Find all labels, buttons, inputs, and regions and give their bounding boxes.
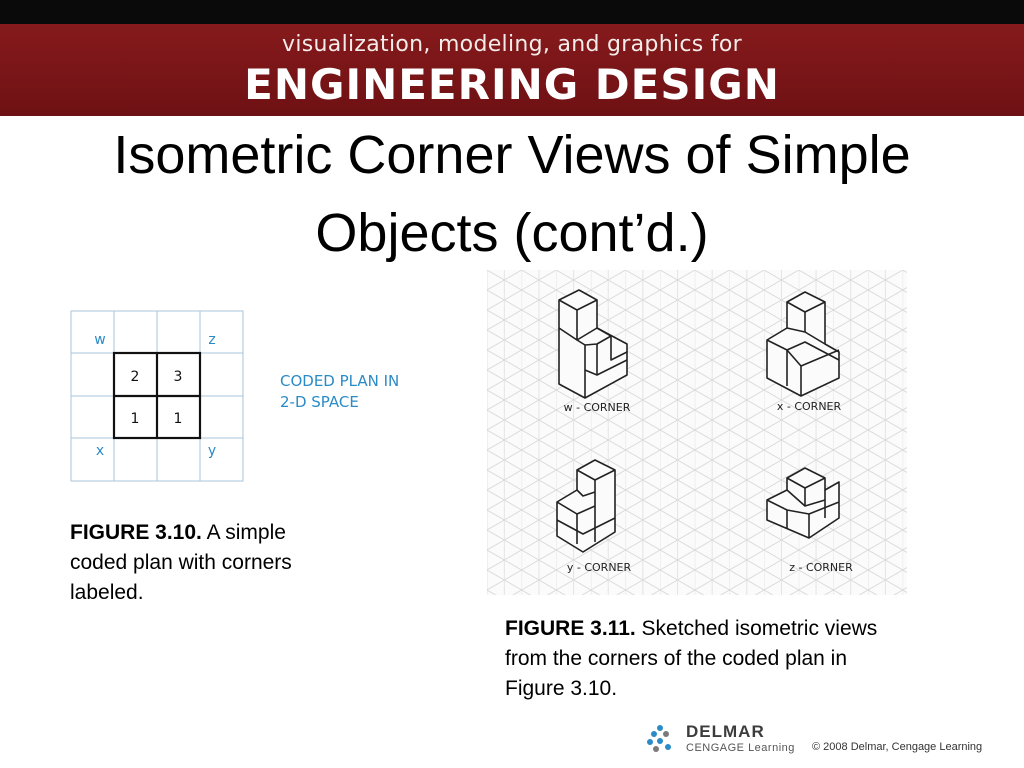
publisher-name: DELMAR [686,722,765,741]
header-banner [0,24,1024,116]
coded-plan-outline [114,353,200,438]
copyright-notice: © 2008 Delmar, Cengage Learning [812,741,983,753]
w-corner-label: w - CORNER [563,401,631,414]
delmar-cengage-logo [646,720,806,756]
corner-label-y: y [207,443,217,459]
corner-label-x: x [95,443,105,459]
plan-cell-value: 1 [173,411,183,427]
plan-cell-value: 3 [173,369,183,385]
y-corner-label: y - CORNER [566,561,632,574]
delmar-logo-mark-icon [646,724,678,754]
figure-3-11-caption [505,614,905,704]
plan-cell-value: 2 [130,369,140,385]
figure-3-11-caption-label: FIGURE 3.11. [505,617,636,640]
plan-cell-value: 1 [130,411,140,427]
x-corner-label: x - CORNER [776,400,842,413]
isometric-sketch-figure [487,270,907,595]
slide-title-line-1: Isometric Corner Views of Simple [113,125,911,185]
coded-plan-grid [70,310,246,484]
figure-3-11-caption-text: Sketched isometric views from the corners of the coded plan in Figure 3.10. [505,617,878,700]
corner-label-z: z [208,332,216,348]
corner-label-w: w [94,332,106,348]
publisher-tagline: CENGAGE Learning [686,742,795,754]
z-corner-label: z - CORNER [789,561,853,574]
figure-3-10-caption-text: A simple coded plan with corners labeled. [70,521,292,604]
slide-title [0,116,1024,272]
banner-subtitle: visualization, modeling, and graphics for [282,32,742,57]
figure-3-10-caption [70,518,320,608]
coded-plan-label [280,371,399,413]
coded-plan-label-line-1: CODED PLAN IN [280,372,400,390]
isometric-sketch-panel [487,270,907,595]
slide-title-line-2: Objects (cont’d.) [315,203,709,263]
top-black-bar [0,0,1024,24]
coded-plan-label-line-2: 2-D SPACE [280,393,359,411]
banner-title: ENGINEERING DESIGN [244,60,780,109]
figure-3-10-caption-label: FIGURE 3.10. [70,521,202,544]
